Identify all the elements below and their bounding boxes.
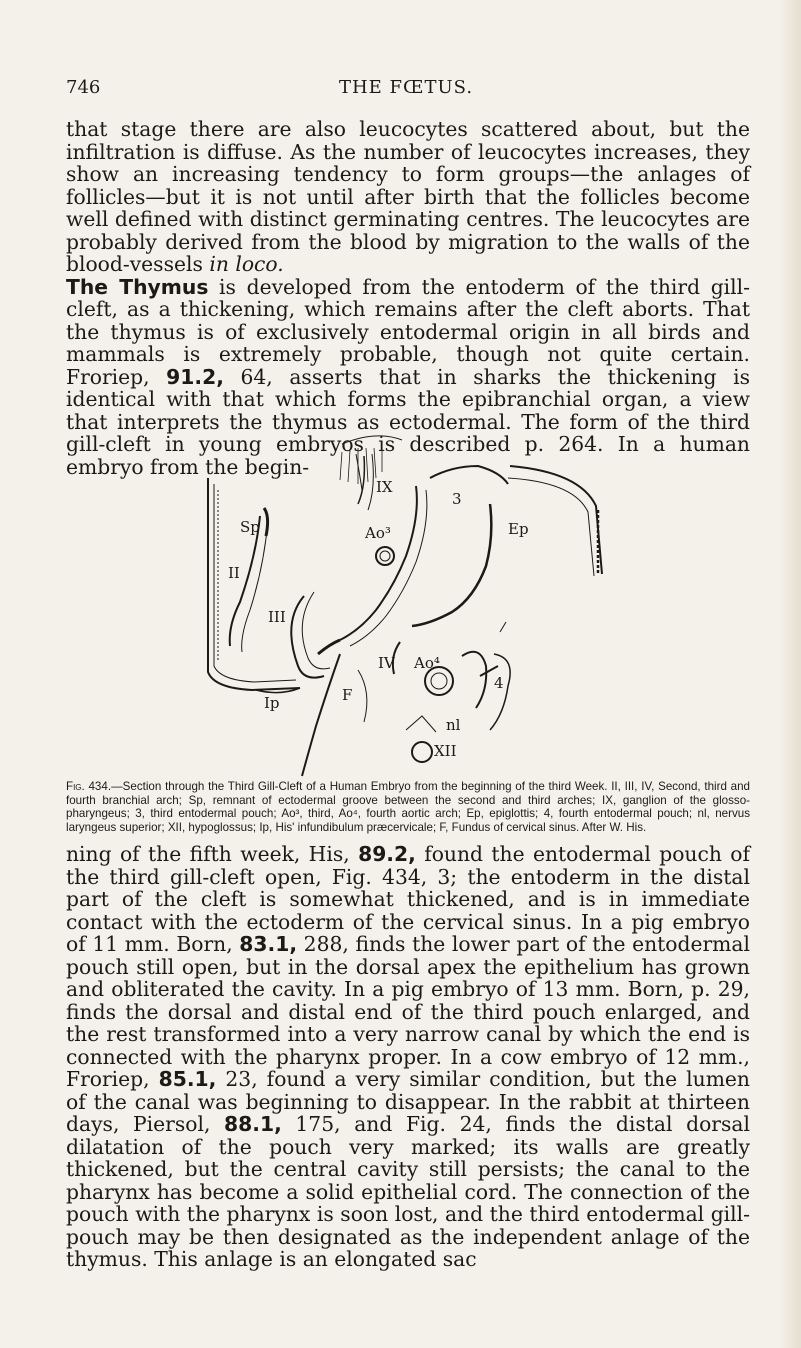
label-ip: Ip	[264, 694, 280, 712]
text-run: 288, finds the lower part of the entodermal pouch still open, but in the dorsal apex the epithelium has grown and obliterated the cavity. In a pig embryo of 13 mm. Born, p. 29, finds the dorsal and distal end of the third pouch enlarged, and the rest transformed into a very narrow canal by which the end is connected with the pharynx proper. In a cow embryo of 12 mm., Froriep,	[66, 932, 750, 1091]
paragraph	[66, 118, 750, 478]
section-heading-thymus: The Thymus	[66, 274, 209, 299]
body-text-top	[66, 118, 750, 478]
text-run: ning of the fifth week, His,	[66, 842, 359, 866]
figure-434-illustration	[190, 426, 620, 778]
label-iv: IV	[378, 654, 395, 672]
reference-number: 83.1,	[239, 932, 298, 956]
label-ao3: Ao³	[365, 524, 391, 542]
reference-number: 85.1,	[158, 1067, 217, 1091]
label-f: F	[342, 686, 353, 704]
text-run: that stage there are also leucocytes scattered about, but the infiltration is diffuse. As the number of leucocytes increases, they show an increasing tendency to form groups—the anlages of follicles—but it is not until after birth that the follicles become well defined with distinct germinating centres. The leucocytes are probably derived from the blood by migration to the walls of the blood-vessels	[66, 117, 750, 276]
page-number: 746	[66, 77, 101, 98]
label-sp: Sp	[240, 518, 260, 536]
text-run: 64, asserts that in sharks the thickening is identical with that which forms the epibranchial organ, a view that interprets the thymus as ectodermal. The form of the third gill-cleft in young embryos is described p. 264. In a human embryo from the begin-	[66, 364, 750, 479]
page-header	[66, 77, 746, 103]
label-ix: IX	[376, 478, 393, 496]
text-run: found the entodermal pouch of the third gill-cleft open, Fig. 434, 3; the entoderm in the distal part of the cleft is somewhat thickened, and is in immediate contact with the ectoderm of the cervical sinus. In a pig embryo of 11 mm. Born,	[66, 842, 750, 956]
text-run: is developed from the entoderm of the third gill-cleft, as a thickening, which remains after the cleft aborts. That the thymus is of exclusively entodermal origin in all birds and mammals is extremely probable, though not quite certain. Froriep,	[66, 274, 750, 389]
reference-number: 88.1,	[224, 1112, 282, 1136]
reference-number: 91.2,	[166, 364, 224, 389]
label-ii: II	[228, 564, 240, 582]
paragraph	[66, 843, 750, 1271]
figure-caption	[66, 780, 750, 834]
italic-term: in loco.	[209, 252, 284, 276]
label-3: 3	[452, 490, 462, 508]
reference-number: 89.2,	[358, 842, 416, 866]
label-4: 4	[494, 674, 504, 692]
label-iii: III	[268, 608, 286, 626]
caption-label: Fig. 434.	[66, 780, 112, 793]
label-ep: Ep	[508, 520, 529, 538]
label-ao4: Ao⁴	[414, 654, 440, 672]
outline-strokes	[208, 436, 602, 776]
running-title: THE FŒTUS.	[338, 77, 474, 98]
page-edge-shadow	[779, 0, 801, 1348]
gill-cleft-section-drawing	[190, 426, 620, 778]
label-xii: XII	[434, 742, 457, 760]
body-text-bottom	[66, 843, 750, 1271]
text-run: 23, found a very similar condition, but the lumen of the canal was beginning to disappear. In the rabbit at thirteen days, Piersol,	[66, 1067, 750, 1136]
label-nl: nl	[446, 716, 461, 734]
caption-text: —Section through the Third Gill-Cleft of a Human Embryo from the beginning of the third Week. II, III, IV, Second, third and fourth branchial arch; Sp, remnant of ectodermal groove between the second and third arches; IX, ganglion of the glosso-pharyngeus; 3, third entodermal pouch; Ao³, third, Ao⁴, fourth aortic arch; Ep, epiglottis; 4, fourth entodermal pouch; nl, nervus laryngeus superior; XII, hypoglossus; Ip, His' infundibulum præcervicale; F, Fundus of cervical sinus. After W. His.	[66, 780, 750, 834]
text-run: 175, and Fig. 24, finds the distal dorsal dilatation of the pouch very marked; its walls are greatly thickened, but the central cavity still persists; the canal to the pharynx has become a solid epithelial cord. The connection of the pouch with the pharynx is soon lost, and the third entodermal gill-pouch may be then designated as the independent anlage of the thymus. This anlage is an elongated sac	[66, 1112, 750, 1271]
